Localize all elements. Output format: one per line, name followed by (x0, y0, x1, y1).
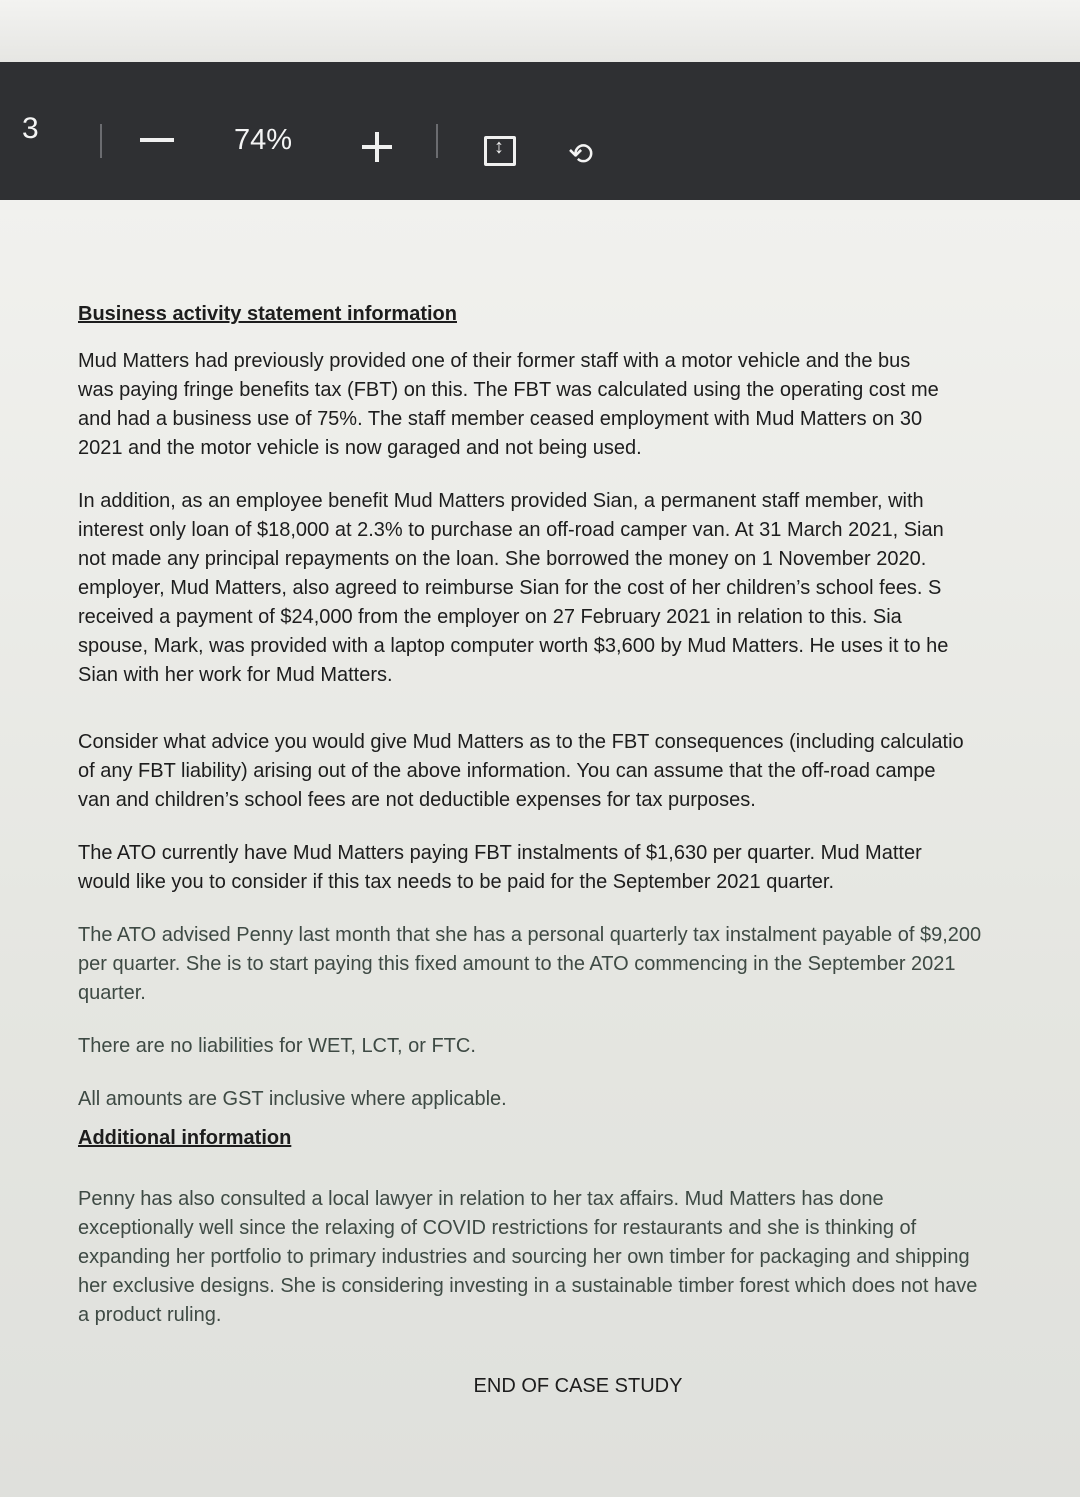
text-line: employer, Mud Matters, also agreed to reimburse Sian for the cost of her children’s school fees. S (78, 577, 942, 599)
text-line: and had a business use of 75%. The staff member ceased employment with Mud Matters on 30 (78, 408, 923, 430)
toolbar-divider (100, 124, 102, 158)
document-page (0, 200, 1080, 1497)
text-line: van and children’s school fees are not deductible expenses for tax purposes. (78, 789, 756, 811)
paragraph-gst: All amounts are GST inclusive where applicable. (78, 1088, 507, 1110)
paragraph-fbt-instalments (78, 839, 1078, 897)
document-content (78, 300, 1078, 1401)
text-line: was paying fringe benefits tax (FBT) on this. The FBT was calculated using the operating cost me (78, 379, 939, 401)
top-strip (0, 0, 1080, 62)
paragraph-consider (78, 728, 1078, 815)
text-line: would like you to consider if this tax needs to be paid for the September 2021 quarter. (78, 871, 835, 893)
paragraph-no-liabilities: There are no liabilities for WET, LCT, or FTC. (78, 1035, 476, 1057)
text-line: her exclusive designs. She is considering investing in a sustainable timber forest which does not have (78, 1275, 978, 1297)
text-line: The ATO advised Penny last month that she has a personal quarterly tax instalment payable of $9,200 (78, 924, 982, 946)
zoom-level[interactable]: 74% (234, 124, 293, 156)
end-of-case-study: END OF CASE STUDY (473, 1375, 683, 1397)
text-line: Consider what advice you would give Mud Matters as to the FBT consequences (including calculatio (78, 731, 964, 753)
fit-to-page-icon[interactable] (484, 136, 516, 166)
text-line: received a payment of $24,000 from the employer on 27 February 2021 in relation to this. Sia (78, 606, 902, 628)
text-line: Mud Matters had previously provided one of their former staff with a motor vehicle and the bus (78, 350, 911, 372)
pdf-toolbar (0, 62, 1080, 200)
text-line: a product ruling. (78, 1304, 222, 1326)
rotate-icon[interactable]: ⟲ (568, 138, 594, 171)
paragraph-ato-advised (78, 921, 1078, 1008)
text-line: expanding her portfolio to primary industries and sourcing her own timber for packaging and shipping (78, 1246, 970, 1268)
text-line: In addition, as an employee benefit Mud Matters provided Sian, a permanent staff member, with (78, 490, 924, 512)
heading-additional: Additional information (78, 1127, 292, 1149)
toolbar-divider (436, 124, 438, 158)
paragraph-motor-vehicle (78, 347, 1078, 463)
text-line: of any FBT liability) arising out of the above information. You can assume that the off-road campe (78, 760, 936, 782)
heading-bas: Business activity statement information (78, 303, 457, 325)
zoom-out-icon[interactable] (140, 138, 174, 142)
text-line: Penny has also consulted a local lawyer in relation to her tax affairs. Mud Matters has done (78, 1188, 884, 1210)
zoom-in-icon[interactable] (362, 132, 392, 162)
text-line: The ATO currently have Mud Matters paying FBT instalments of $1,630 per quarter. Mud Matter (78, 842, 922, 864)
text-line: spouse, Mark, was provided with a laptop computer worth $3,600 by Mud Matters. He uses it to he (78, 635, 949, 657)
page-number: 3 (22, 112, 39, 145)
text-line: quarter. (78, 982, 146, 1004)
paragraph-additional (78, 1185, 1078, 1330)
text-line: 2021 and the motor vehicle is now garaged and not being used. (78, 437, 642, 459)
text-line: not made any principal repayments on the loan. She borrowed the money on 1 November 2020. (78, 548, 927, 570)
text-line: per quarter. She is to start paying this fixed amount to the ATO commencing in the September 2021 (78, 953, 956, 975)
text-line: Sian with her work for Mud Matters. (78, 664, 393, 686)
paragraph-employee-benefit (78, 487, 1078, 690)
text-line: interest only loan of $18,000 at 2.3% to purchase an off-road camper van. At 31 March 2021, Sian (78, 519, 944, 541)
text-line: exceptionally well since the relaxing of COVID restrictions for restaurants and she is thinking of (78, 1217, 917, 1239)
